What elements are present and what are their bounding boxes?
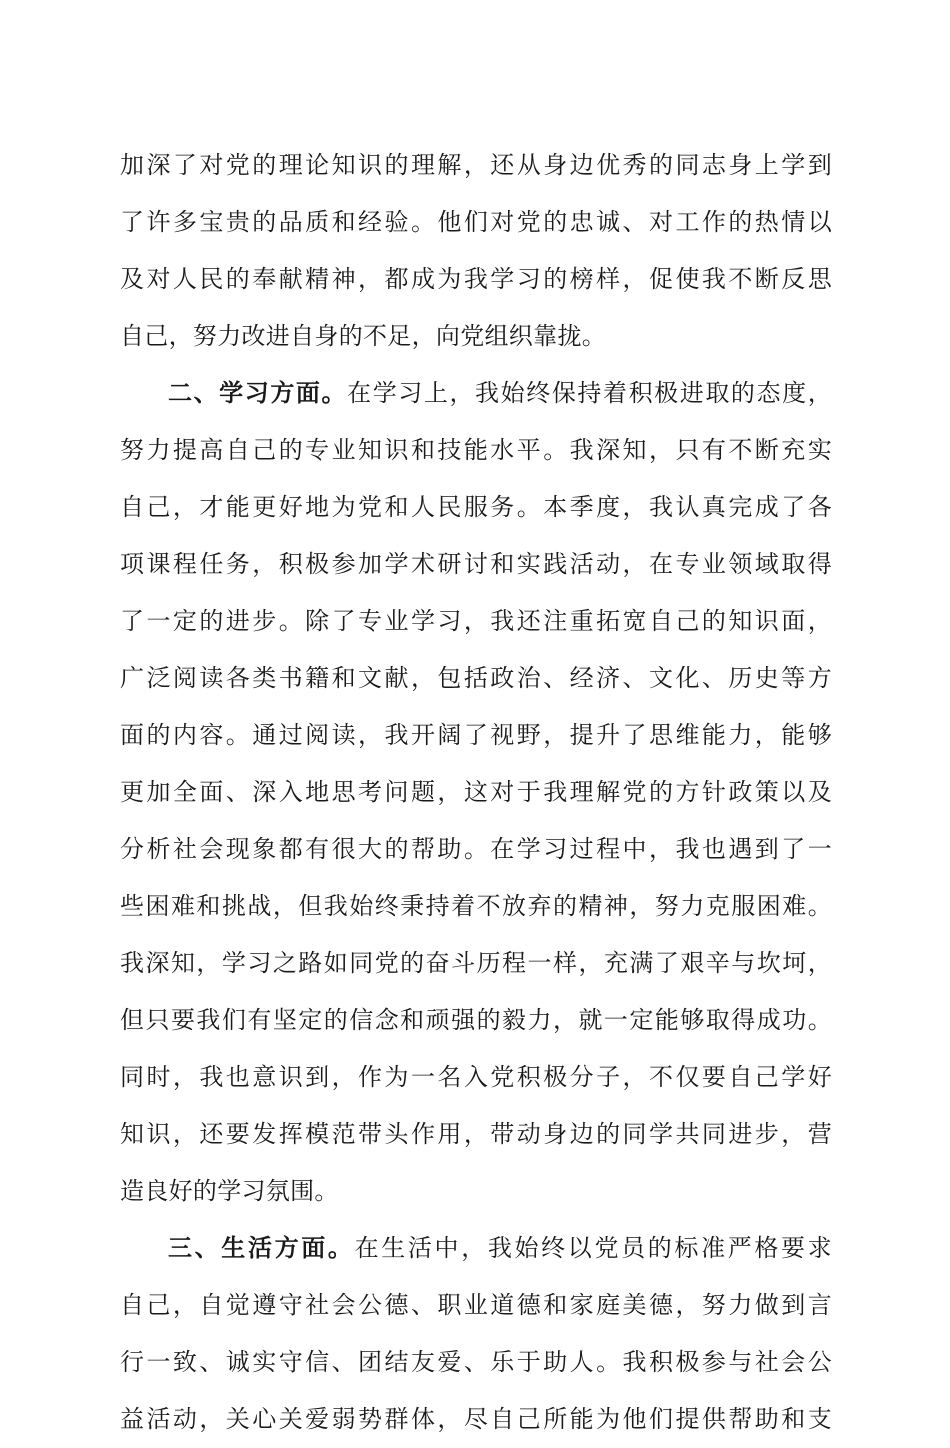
text-line: 自己，努力改进自身的不足，向党组织靠拢。	[120, 322, 606, 350]
text-line: 努力提高自己的专业知识和技能水平。我深知，只有不断充实	[120, 436, 832, 464]
text-line: 及对人民的奉献精神，都成为我学习的榜样，促使我不断反思	[120, 265, 832, 293]
text-line: 面的内容。通过阅读，我开阔了视野，提升了思维能力，能够	[120, 721, 832, 749]
text-line: 知识，还要发挥模范带头作用，带动身边的同学共同进步，营	[120, 1120, 832, 1148]
text-line: 益活动，关心关爱弱势群体，尽自己所能为他们提供帮助和支	[120, 1405, 832, 1433]
text-line: 但只要我们有坚定的信念和顽强的毅力，就一定能够取得成功。	[120, 1006, 832, 1034]
text-line: 了一定的进步。除了专业学习，我还注重拓宽自己的知识面，	[120, 607, 832, 635]
section-heading-life: 三、生活方面。	[168, 1234, 355, 1262]
document-body	[120, 137, 832, 1448]
section-life	[120, 1220, 832, 1448]
text-line: 些困难和挑战，但我始终秉持着不放弃的精神，努力克服困难。	[120, 892, 832, 920]
text-line: 项课程任务，积极参加学术研讨和实践活动，在专业领域取得	[120, 550, 832, 578]
paragraph-continuation	[120, 137, 832, 365]
section-heading-study: 二、学习方面。	[168, 379, 348, 407]
text-line	[120, 365, 832, 422]
text-line: 自己，才能更好地为党和人民服务。本季度，我认真完成了各	[120, 493, 832, 521]
section-study	[120, 365, 832, 1220]
text-line: 加深了对党的理论知识的理解，还从身边优秀的同志身上学到	[120, 151, 832, 179]
text-line: 行一致、诚实守信、团结友爱、乐于助人。我积极参与社会公	[120, 1348, 832, 1376]
text-line: 同时，我也意识到，作为一名入党积极分子，不仅要自己学好	[120, 1063, 832, 1091]
text-line: 更加全面、深入地思考问题，这对于我理解党的方针政策以及	[120, 778, 832, 806]
section-life-intro: 在生活中，我始终以党员的标准严格要求	[354, 1234, 832, 1262]
text-line: 造良好的学习氛围。	[120, 1177, 339, 1205]
text-line	[120, 1220, 832, 1277]
text-line: 自己，自觉遵守社会公德、职业道德和家庭美德，努力做到言	[120, 1291, 832, 1319]
text-line: 广泛阅读各类书籍和文献，包括政治、经济、文化、历史等方	[120, 664, 832, 692]
text-line: 我深知，学习之路如同党的奋斗历程一样，充满了艰辛与坎坷，	[120, 949, 832, 977]
section-study-intro: 在学习上，我始终保持着积极进取的态度，	[347, 379, 832, 407]
text-line: 了许多宝贵的品质和经验。他们对党的忠诚、对工作的热情以	[120, 208, 832, 236]
text-line: 分析社会现象都有很大的帮助。在学习过程中，我也遇到了一	[120, 835, 832, 863]
